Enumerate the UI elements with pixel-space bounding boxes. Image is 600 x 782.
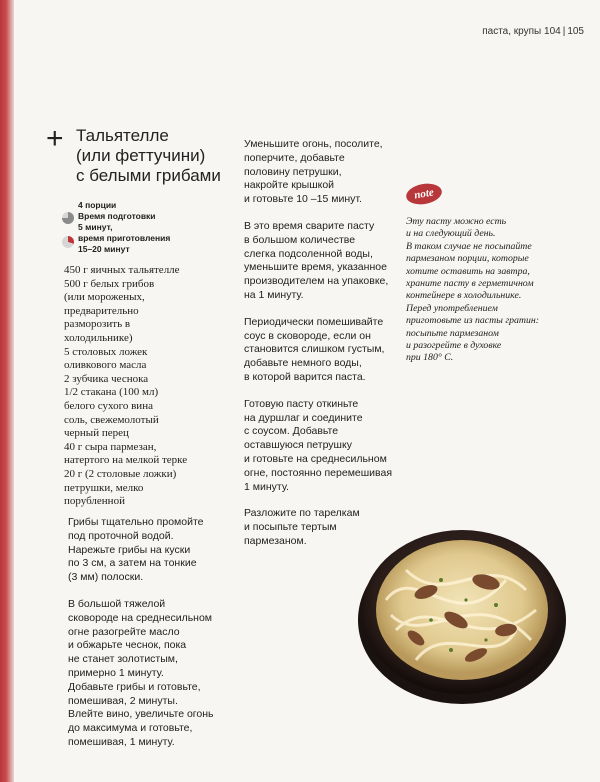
step-line: огне разогрейте масло — [68, 625, 180, 638]
note-line: пармезаном порции, которые — [406, 253, 529, 265]
step-line: Грибы тщательно промойте — [68, 516, 204, 528]
step-line: уменьшите время, указанное — [244, 261, 387, 274]
ingredient-line: натертого на мелкой терке — [64, 454, 188, 467]
page-header — [482, 26, 584, 37]
step-line: и посыпьте тертым — [244, 521, 337, 534]
step-line: и готовьте на среднесильном — [244, 452, 387, 465]
step-line: по 3 см, а затем на тонкие — [68, 557, 197, 570]
step-line: половину петрушки, — [244, 165, 342, 178]
step-line: Готовую пасту откиньте — [244, 397, 359, 410]
step-line: под проточной водой. — [68, 529, 174, 542]
ingredient-line: разморозить в — [64, 318, 131, 331]
ingredient-line: 450 г яичных тальятелле — [64, 264, 180, 276]
ingredient-line: 1/2 стакана (100 мл) — [64, 386, 159, 399]
note-line: хотите оставить на завтра, — [406, 265, 530, 277]
section-name: паста, крупы — [482, 26, 542, 37]
step-line: (3 мм) полоски. — [68, 571, 144, 584]
recipe-meta — [78, 200, 238, 255]
ingredient-line: порубленной — [64, 495, 125, 508]
step-line: 1 минуту. — [244, 480, 289, 493]
step-line: примерно 1 минуту. — [68, 666, 164, 679]
note-line: при 180° С. — [406, 352, 454, 364]
step-line: соус в сковороде, если он — [244, 329, 371, 342]
step-line: Уменьшите огонь, посолите, — [244, 138, 383, 150]
ingredient-line: 500 г белых грибов — [64, 277, 155, 290]
note-line: приготовьте из пасты гратин: — [406, 315, 540, 327]
step-line: Влейте вино, увеличьте огонь — [68, 708, 214, 721]
ingredients-list — [64, 264, 234, 509]
note-line: В таком случае не посыпайте — [406, 240, 532, 252]
page-number-left: 104 — [544, 26, 561, 37]
step-line: на 1 минуту. — [244, 288, 304, 301]
ingredient-line: холодильнике) — [64, 331, 133, 344]
title-line: (или феттучини) — [76, 146, 206, 165]
step-line: В большой тяжелой — [68, 597, 166, 610]
title-line: Тальятелле — [76, 126, 169, 145]
prep-time-icon — [62, 212, 74, 224]
step-line: и обжарьте чеснок, пока — [68, 639, 187, 652]
step-line: в большом количестве — [244, 233, 356, 246]
step-line: Нарежьте грибы на куски — [68, 543, 191, 556]
method-step — [244, 398, 396, 495]
page-separator: | — [562, 26, 566, 37]
step-line: добавьте немного воды, — [244, 357, 362, 370]
step-line: с соусом. Добавьте — [244, 425, 339, 438]
ingredient-line: петрушки, мелко — [64, 481, 144, 494]
method-step — [244, 138, 396, 207]
note-line: храните пасту в герметичном — [406, 278, 534, 290]
step-line: и готовьте 10 –15 минут. — [244, 193, 362, 206]
method-column-2 — [244, 138, 396, 562]
note-line: Перед употреблением — [406, 302, 498, 314]
cook-value: 15–20 минут — [78, 244, 130, 254]
ingredient-line: оливкового масла — [64, 359, 147, 372]
method-step — [244, 316, 396, 385]
step-line: помешивая, 2 минуты. — [68, 694, 178, 707]
step-line: накройте крышкой — [244, 179, 335, 192]
method-step — [68, 516, 243, 585]
step-line: производителем на упаковке, — [244, 275, 389, 288]
ingredient-line: 20 г (2 столовые ложки) — [64, 467, 177, 480]
prep-label: Время подготовки — [78, 211, 156, 221]
step-line: до максимума и готовьте, — [68, 722, 193, 735]
note-line: и на следующий день. — [406, 228, 496, 240]
ingredient-line: 40 г сыра пармезан, — [64, 440, 157, 453]
step-line: В это время сварите пасту — [244, 219, 375, 232]
portions: 4 порции — [78, 200, 117, 210]
step-line: не станет золотистым, — [68, 653, 178, 666]
step-line: пармезаном. — [244, 534, 307, 547]
step-line: помешивая, 1 минуту. — [68, 735, 175, 748]
ingredient-line: белого сухого вина — [64, 399, 153, 412]
ingredient-line: (или мороженых, — [64, 291, 145, 304]
ingredient-line: предварительно — [64, 304, 139, 317]
ingredient-line: 2 зубчика чеснока — [64, 372, 149, 385]
cook-time-icon — [62, 236, 74, 248]
ingredient-line: соль, свежемолотый — [64, 413, 159, 426]
step-line: в которой варится паста. — [244, 370, 366, 383]
step-line: сковороде на среднесильном — [68, 611, 213, 624]
step-line: Периодически помешивайте — [244, 315, 384, 328]
note-text — [406, 216, 566, 365]
step-line: огне, постоянно перемешивая — [244, 466, 393, 479]
book-spine — [0, 0, 14, 782]
step-line: на дуршлаг и соедините — [244, 411, 363, 424]
plus-icon: + — [46, 122, 64, 155]
method-column-1 — [68, 516, 243, 763]
ingredient-line: черный перец — [64, 427, 129, 440]
method-step — [68, 598, 243, 750]
note-line: и разогрейте в духовке — [406, 340, 502, 352]
step-line: становится слишком густым, — [244, 343, 385, 356]
note-line: Эту пасту можно есть — [406, 216, 507, 227]
step-line: Добавьте грибы и готовьте, — [68, 680, 201, 693]
cook-label: время приготовления — [78, 233, 171, 243]
method-step — [244, 220, 396, 303]
step-line: поперчите, добавьте — [244, 151, 345, 164]
page-number-right: 105 — [567, 26, 584, 37]
step-line: Разложите по тарелкам — [244, 507, 360, 520]
note-line: контейнере в холодильнике. — [406, 290, 522, 302]
pasta-dish-photo — [356, 520, 568, 706]
step-line: оставшуюся петрушку — [244, 439, 352, 452]
prep-value: 5 минут, — [78, 222, 113, 232]
note-line: посыпьте пармезаном — [406, 327, 499, 339]
title-line: с белыми грибами — [76, 166, 221, 185]
note-badge: note — [405, 181, 444, 207]
ingredient-line: 5 столовых ложек — [64, 345, 148, 358]
step-line: слегка подсоленной воды, — [244, 247, 373, 260]
pasta — [376, 540, 548, 680]
